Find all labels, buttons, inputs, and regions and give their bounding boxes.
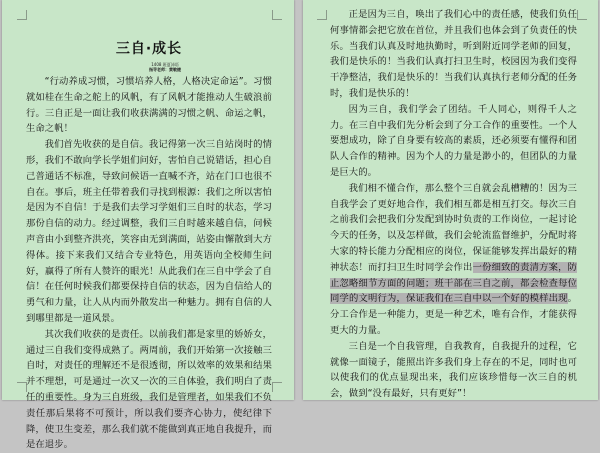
crop-mark <box>577 10 587 20</box>
crop-mark <box>317 10 327 20</box>
left-page <box>2 0 294 451</box>
right-page <box>303 0 598 400</box>
paragraph: 我们首先收获的是自信。我记得第一次三自站岗时的情形，我们不敢向学长学姐们问好，害怕自己说错话，担心自己普通话不标准，导致问候语一直喊不齐，站在门口也很不自在。事后，班主任带着我们寻找到根源：我们之所以害怕是因为不自信！于是我们去学习学姐们三自时的状态，学习那份自信的动力。经过调整，我们三自时越来越自信，问候声音由小到整齐洪亮，笑容由无到满面，站姿由懈散到大方得体。接下来我们又结合专业特色，用英语向全校师生问好，赢得了所有人赞许的眼光！从此我们在三自中学会了自信！在任何时候我们都要保持自信的状态，因为自信给人的勇气和力量，让人从内而外散发出一种魅力。拥有自信的人到哪里都是一道风景。 <box>26 139 272 324</box>
author-line: 1408 班夏沛语 <box>151 62 179 67</box>
document-title: 三自·成长 <box>115 41 183 57</box>
paragraph-with-selection: 我们相不懂合作，那么整个三自就会乱槽糟的！因为三自我学会了更好地合作，我们相互都是相互打交。每次三自之前我们会把我们分发配到协时负责的工作岗位，一起讨论今天的任务，以及怎样做，我们会轮流监督维护，分配时将大家的特长能力分配相应的岗位，保证能够发挥出最好的精神状态！而打扫卫生时同学会作出一份细致的责清方案，防止忽略细节方面的问题；班干部在三自之前，都会检查每位同学的文明行为，保证我们在三自中以一个好的模样出现。分工合作是一种能力，更是一种艺术，唯有合作，才能获得更大的力量。 <box>330 182 577 336</box>
right-page-content <box>330 7 577 402</box>
crop-mark <box>17 10 27 20</box>
left-page-content <box>26 38 272 453</box>
paragraph: “行动养成习惯，习惯培养人格，人格决定命运”。习惯就如桂在生命之舵上的风帆，有了风帆才能推动人生破浪前行。三自正是一面让我们收获满满的习惯之帆、命运之帆，生命之帆！ <box>26 76 272 135</box>
author-byline <box>58 62 272 72</box>
paragraph: 其次我们收获的是责任。以前我们都是家里的娇娇女，通过三自我们变得成熟了。两周前，我们开始第一次接触三自时，对责任的理解还不是很透彻，所以效率的效果和结果并不理想，可是通过一次又一次的三自体验，我们明白了责任的重要性。身为三自班级，我们是管理者，如果我们不负责任那后果将不可预计，所以我们要齐心协力，使纪律下降，使卫生变差，那么我们就不能做到真正地自我提升，而是在退步。 <box>26 328 272 451</box>
crop-mark <box>272 10 282 20</box>
paragraph: 正是因为三自，唤出了我们心中的责任感，使我们负任何事情都会把它放在首位，并且我们也体会到了负责任的快乐。当我们认真及时地执勤时，听到附近同学老师的回复，我们是快乐的！当我们认真打扫卫生时，校园因为我们变得干净整洁，我们是快乐的！当我们认真执行老师分配的任务时，我们是快乐的！ <box>330 9 577 99</box>
teacher-line: 指导老师：黄敏捷 <box>149 67 181 72</box>
crop-mark <box>272 382 282 392</box>
text-selection[interactable]: 一份细致的责清方案，防止忽略细节方面的问题；班干部在三自之前，都会检查每位同学的文明行为，保证我们在三自中以一个好的模样出现 <box>330 261 577 305</box>
paragraph: 因为三自，我们学会了团结。千人同心，则得千人之力。在三自中我们先分析会到了分工合作的重要性。一个人要想成功，除了自身要有较高的素质，还必须要有懂得和团队人合作的精神。因为个人的力量是渺小的，但团队的力量是巨大的。 <box>330 103 577 178</box>
paragraph: 三自是一个自我管理，自我教育，自我提升的过程，它就像一面镜子，能照出许多我们身上存在的不足，同时也可以使我们的优点显现出来，我们应该珍惜每一次三自的机会，做到“没有最好，只有更好”！ <box>330 340 577 400</box>
